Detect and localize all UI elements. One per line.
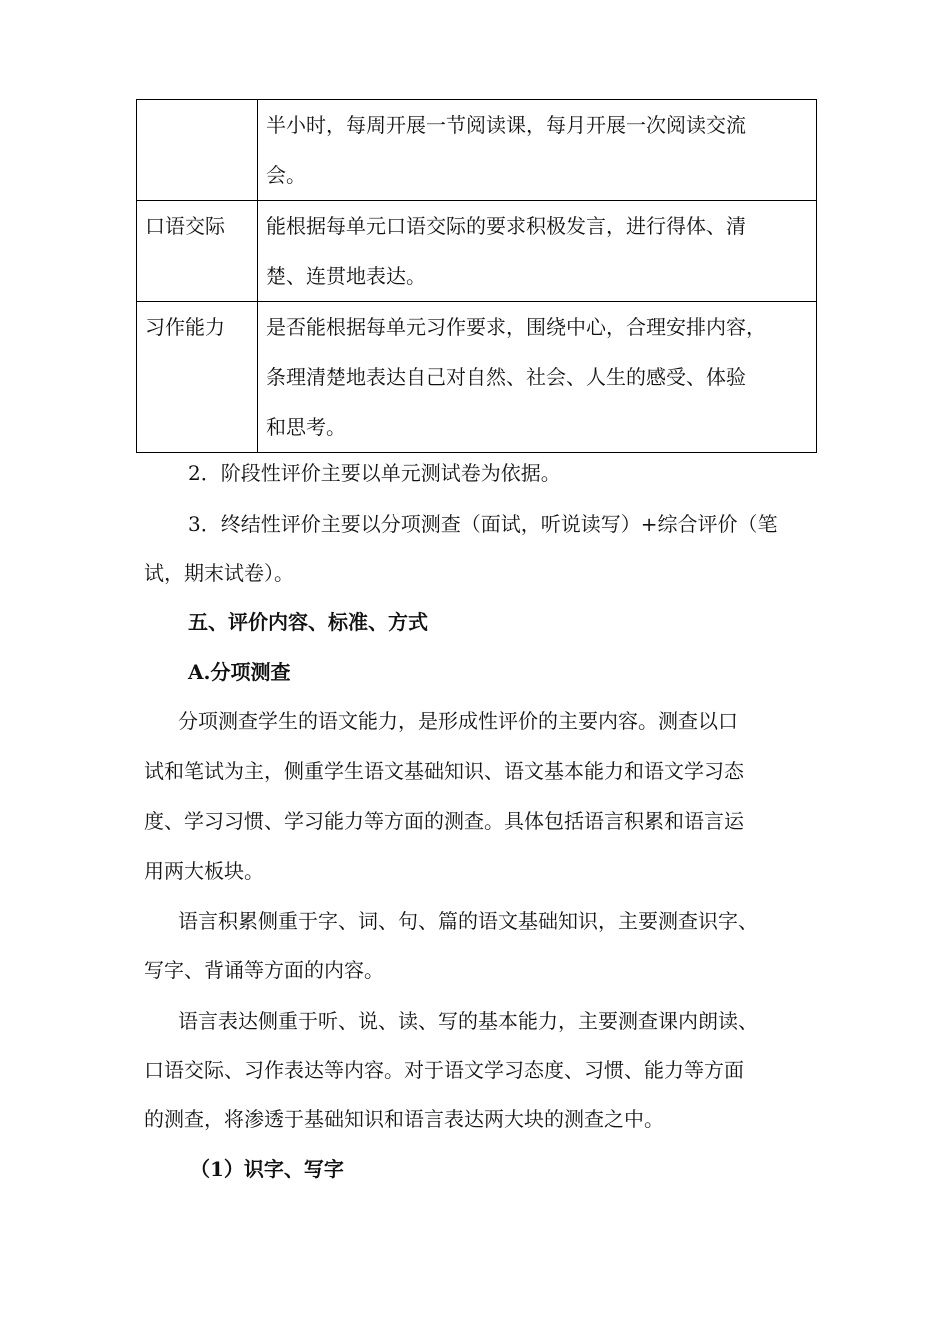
- section-heading: 五、评价内容、标准、方式: [188, 610, 428, 634]
- cell-line: 楚、连贯地表达。: [266, 264, 426, 288]
- cell-line: 会。: [266, 163, 306, 187]
- paragraph-line: 试和笔试为主，侧重学生语文基础知识、语文基本能力和语文学习态: [144, 759, 744, 783]
- cell-line: 能根据每单元口语交际的要求积极发言，进行得体、清: [266, 214, 746, 238]
- paragraph-line: 分项测查学生的语文能力，是形成性评价的主要内容。测查以口: [178, 709, 738, 733]
- table-row: [137, 201, 817, 302]
- paragraph-line: 语言积累侧重于字、词、句、篇的语文基础知识，主要测查识字、: [178, 909, 758, 933]
- table-row: [137, 302, 817, 453]
- paragraph-line: 度、学习习惯、学习能力等方面的测查。具体包括语言积累和语言运: [144, 809, 744, 833]
- paragraph-line: 语言表达侧重于听、说、读、写的基本能力，主要测查课内朗读、: [178, 1009, 758, 1033]
- cell-line: 条理清楚地表达自己对自然、社会、人生的感受、体验: [266, 365, 746, 389]
- table-cell-content: [258, 302, 817, 453]
- paragraph-line: 用两大板块。: [144, 859, 264, 883]
- paragraph-final-eval-line: 试，期末试卷）。: [144, 561, 294, 585]
- table-cell-label: 口语交际: [137, 201, 258, 302]
- evaluation-table: [136, 99, 817, 453]
- table-row: [137, 100, 817, 201]
- paragraph-line: 写字、背诵等方面的内容。: [144, 958, 384, 982]
- paragraph-final-eval-line: 3．终结性评价主要以分项测查（面试，听说读写）+综合评价（笔: [188, 512, 778, 536]
- cell-line: 和思考。: [266, 415, 346, 439]
- table-cell-label: 习作能力: [137, 302, 258, 453]
- table-cell-label: [137, 100, 258, 201]
- paragraph-line: 口语交际、习作表达等内容。对于语文学习态度、习惯、能力等方面: [144, 1058, 744, 1082]
- subsection-heading: A.分项测查: [188, 660, 291, 684]
- paragraph-stage-eval: 2．阶段性评价主要以单元测试卷为依据。: [188, 461, 561, 485]
- table-cell-content: [258, 201, 817, 302]
- cell-line: 是否能根据每单元习作要求，围绕中心，合理安排内容，: [266, 315, 766, 339]
- table-cell-content: [258, 100, 817, 201]
- cell-line: 半小时，每周开展一节阅读课，每月开展一次阅读交流: [266, 113, 746, 137]
- subsection-heading: （1）识字、写字: [190, 1157, 344, 1181]
- paragraph-line: 的测查，将渗透于基础知识和语言表达两大块的测查之中。: [144, 1107, 664, 1131]
